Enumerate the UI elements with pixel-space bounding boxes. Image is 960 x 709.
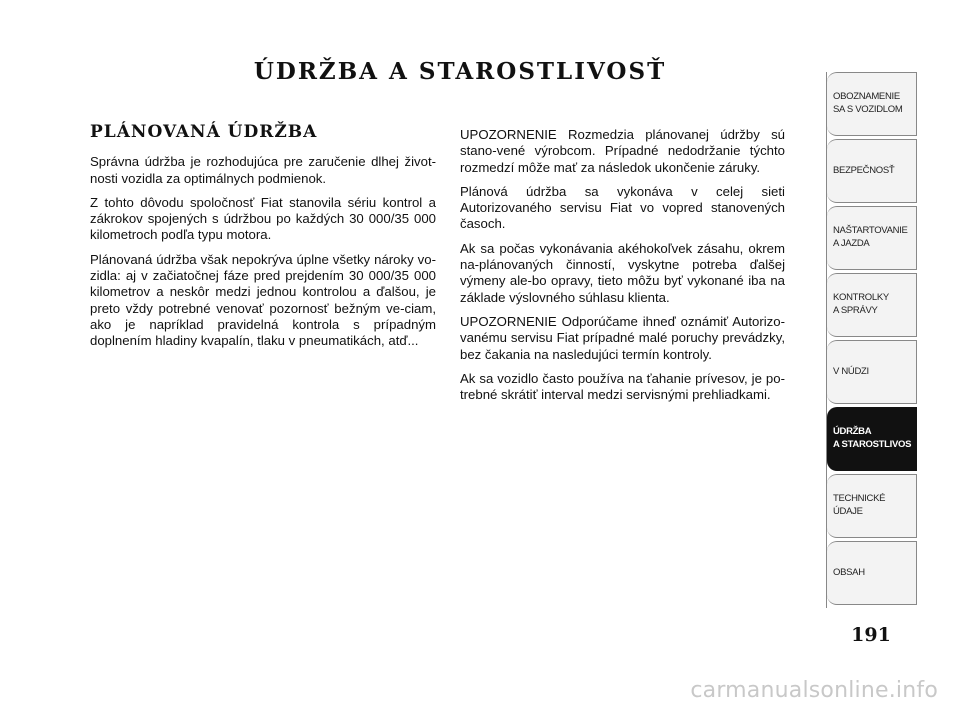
tab-obsah[interactable] xyxy=(827,541,917,605)
right-paragraph-5: Ak sa vozidlo často používa na ťahanie prívesov, je po-trebné skrátiť interval medzi servisnými prehliadkami. xyxy=(460,370,785,403)
tab-label: ÚDRŽBA A STAROSTLIVOS xyxy=(833,426,912,450)
tab-bezpecnost[interactable] xyxy=(827,139,917,203)
right-paragraph-2: Plánová údržba sa vykonáva v celej sieti Autorizovaného servisu Fiat vo vopred stanovených časoch. xyxy=(460,183,785,232)
right-paragraph-3: Ak sa počas vykonávania akéhokoľvek zásahu, okrem na-plánovaných činností, vyskytne potreba ďalšej výmeny ale-bo opravy, tieto môžu byť vykonané iba na základe výslovného súhlasu klienta. xyxy=(460,240,785,305)
left-paragraph-2: Z tohto dôvodu spoločnosť Fiat stanovila sériu kontrol a zákrokov spojených s údržbou po každých 30 000/35 000 kilometroch podľa typu motora. xyxy=(90,194,436,243)
tab-v-nudzi[interactable] xyxy=(827,340,917,404)
page-title: ÚDRŽBA A STAROSTLIVOSŤ xyxy=(253,58,667,85)
left-paragraph-1: Správna údržba je rozhodujúca pre zaručenie dlhej život-nosti vozidla za optimálnych podmienok. xyxy=(90,154,436,186)
tab-label: NAŠTARTOVANIE A JAZDA xyxy=(833,225,908,249)
tab-technicke-udaje[interactable] xyxy=(827,474,917,538)
left-column xyxy=(90,124,436,358)
tab-label: V NÚDZI xyxy=(833,366,869,377)
tab-nastartovanie[interactable] xyxy=(827,206,917,270)
right-column xyxy=(460,127,785,411)
left-paragraph-3: Plánovaná údržba však nepokrýva úplne všetky nároky vo-zidla: aj v začiatočnej fáze pred prejdením 30 000/35 000 kilometrov a neskôr medzi jednou kontrolou a ďalšou, je preto vždy potrebné venovať pozornosť bežným ve-ciam, ako je napríklad pravidelná kontrola s prípadným doplnením hladiny kvapalín, tlaku v pneumatikách, atď... xyxy=(90,251,436,349)
tab-label: OBSAH xyxy=(833,567,865,578)
tab-kontrolky[interactable] xyxy=(827,273,917,337)
chapter-tabs xyxy=(826,72,917,608)
tab-oboznamenie[interactable] xyxy=(827,72,917,136)
tab-label: KONTROLKY A SPRÁVY xyxy=(833,292,889,316)
page-number: 191 xyxy=(851,624,891,646)
tab-label: TECHNICKÉ ÚDAJE xyxy=(833,493,886,517)
watermark: carmanualsonline.info xyxy=(690,678,938,703)
right-paragraph-1: UPOZORNENIE Rozmedzia plánovanej údržby sú stano-vené výrobcom. Prípadné nedodržanie týchto rozmedzí môže mať za následok ukončenie záruky. xyxy=(460,127,785,175)
tab-label: OBOZNAMENIE SA S VOZIDLOM xyxy=(833,91,903,115)
section-heading: PLÁNOVANÁ ÚDRŽBA xyxy=(90,122,318,142)
tab-udrzba-active[interactable] xyxy=(827,407,917,471)
tab-label: BEZPEČNOSŤ xyxy=(833,165,895,176)
right-paragraph-4: UPOZORNENIE Odporúčame ihneď oznámiť Autorizo-vanému servisu Fiat prípadné malé poruchy prevádzky, bez čakania na nasledujúci termín kontroly. xyxy=(460,313,785,362)
